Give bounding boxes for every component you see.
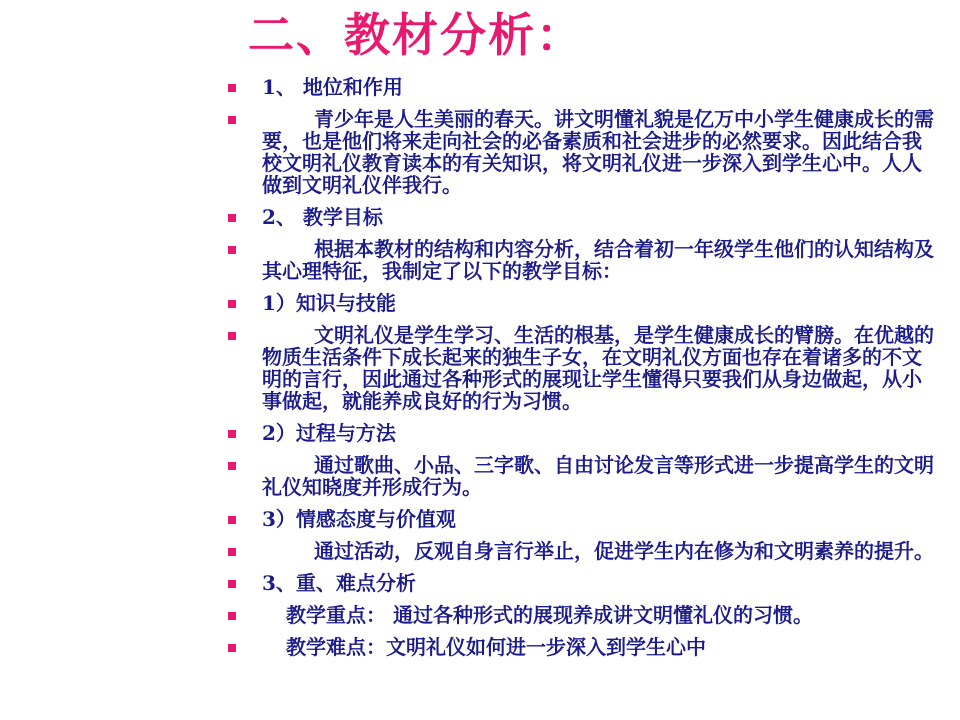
square-bullet-icon (228, 332, 236, 340)
bullet-item (228, 604, 940, 626)
bullet-text: 2、 教学目标 (262, 205, 383, 229)
bullet-text: 文明礼仪是学生学习、生活的根基，是学生健康成长的臂膀。在优越的物质生活条件下成长起来的独生子女，在文明礼仪方面也存在着诸多的不文明的言行，因此通过各种形式的展现让学生懂得只要我们从身边做起，从小事做起，就能养成良好的行为习惯。 (262, 323, 934, 413)
bullet-text: 通过活动，反观自身言行举止，促进学生内在修为和文明素养的提升。 (314, 539, 934, 563)
bullet-text: 1、 地位和作用 (262, 75, 403, 99)
bullet-item (228, 422, 940, 444)
bullet-text: 3、重、难点分析 (262, 571, 416, 595)
bullet-text: 3）情感态度与价值观 (262, 507, 456, 531)
bullet-item (228, 324, 940, 412)
bullet-text: 教学重点： 通过各种形式的展现养成讲文明懂礼仪的习惯。 (286, 603, 813, 627)
square-bullet-icon (228, 300, 236, 308)
square-bullet-icon (228, 84, 236, 92)
bullet-text: 通过歌曲、小品、三字歌、自由讨论发言等形式进一步提高学生的文明礼仪知晓度并形成行为。 (262, 453, 934, 499)
bullet-item (228, 238, 940, 282)
square-bullet-icon (228, 430, 236, 438)
square-bullet-icon (228, 214, 236, 222)
square-bullet-icon (228, 612, 236, 620)
square-bullet-icon (228, 516, 236, 524)
bullet-item (228, 540, 940, 562)
square-bullet-icon (228, 462, 236, 470)
bullet-text: 1）知识与技能 (262, 291, 396, 315)
bullet-item (228, 636, 940, 658)
square-bullet-icon (228, 116, 236, 124)
bullet-item (228, 292, 940, 314)
bullet-item (228, 76, 940, 98)
square-bullet-icon (228, 644, 236, 652)
bullet-item (228, 508, 940, 530)
bullet-item (228, 206, 940, 228)
bullet-list (228, 76, 940, 668)
square-bullet-icon (228, 548, 236, 556)
square-bullet-icon (228, 580, 236, 588)
bullet-item (228, 108, 940, 196)
bullet-text: 青少年是人生美丽的春天。讲文明懂礼貌是亿万中小学生健康成长的需要，也是他们将来走向社会的必备素质和社会进步的必然要求。因此结合我校文明礼仪教育读本的有关知识，将文明礼仪进一步深入到学生心中。人人做到文明礼仪伴我行。 (262, 107, 934, 197)
bullet-text: 2）过程与方法 (262, 421, 396, 445)
bullet-item (228, 454, 940, 498)
square-bullet-icon (228, 246, 236, 254)
bullet-item (228, 572, 940, 594)
bullet-text: 教学难点：文明礼仪如何进一步深入到学生心中 (286, 635, 706, 659)
bullet-text: 根据本教材的结构和内容分析，结合着初一年级学生他们的认知结构及其心理特征，我制定了以下的教学目标： (262, 237, 934, 283)
slide-title: 二、教材分析： (248, 8, 584, 62)
